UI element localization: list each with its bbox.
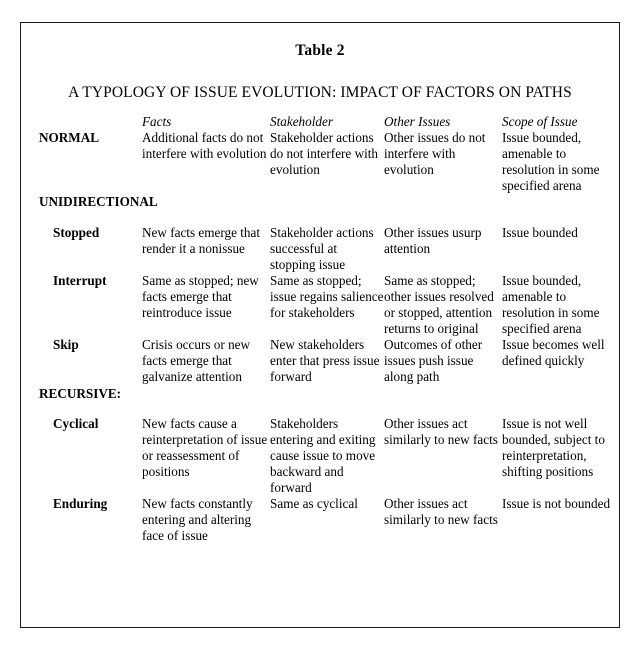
table-group-row [21,386,621,416]
cell-skip-facts: Crisis occurs or new facts emerge that galvanize attention [142,337,251,385]
table-title: A TYPOLOGY OF ISSUE EVOLUTION: IMPACT OF FACTORS ON PATHS [68,84,572,101]
cell-interrupt-facts: Same as stopped; new facts emerge that reintroduce issue [142,272,259,321]
column-header-facts: Facts [142,114,172,129]
cell-recursive-other-issues [384,386,502,416]
cell-cyclical-stakeholder: Stakeholders entering and exiting cause issue to move backward and forward [270,415,376,495]
cell-stopped-stakeholder: Stakeholder actions successful at stopping issue [270,224,374,272]
cell-recursive-scope [502,386,621,416]
cell-normal-stakeholder: Stakeholder actions do not interfere with evolution [270,130,379,178]
table-group-row [21,194,621,224]
cell-unidirectional-facts [142,194,270,224]
column-header-stakeholder: Stakeholder [270,114,333,129]
cell-stopped-other-issues: Other issues usurp attention [384,224,482,256]
cell-skip-scope: Issue becomes well defined quickly [502,337,605,369]
table-row [21,130,621,194]
cell-recursive-facts [142,386,270,416]
cell-cyclical-other-issues: Other issues act similarly to new facts [384,415,498,447]
table-frame [20,22,620,628]
cell-enduring-stakeholder: Same as cyclical [270,496,358,512]
row-label-stopped: Stopped [53,224,100,240]
row-label-enduring: Enduring [53,496,108,512]
table-row [21,225,621,273]
cell-normal-other-issues: Other issues do not interfere with evolution [384,130,486,178]
table-number-label: Table 2 [295,42,345,59]
header-row [21,114,621,130]
column-header-scope-of-issue: Scope of Issue [502,114,578,129]
table-row [21,337,621,385]
row-label-normal: NORMAL [39,130,100,146]
table-inner [21,42,619,646]
row-label-recursive: RECURSIVE: [39,385,122,401]
cell-interrupt-other-issues: Same as stopped; other issues resolved or stopped, attention returns to original [384,272,494,337]
table-row [21,273,621,337]
row-label-unidirectional: UNIDIRECTIONAL [39,194,158,210]
cell-skip-other-issues: Outcomes of other issues push issue along path [384,337,483,385]
cell-stopped-facts: New facts emerge that render it a nonissue [142,224,261,256]
cell-interrupt-scope: Issue bounded, amenable to resolution in some specified arena [502,272,600,337]
table-row [21,416,621,496]
cell-unidirectional-other-issues [384,194,502,224]
table-body [21,130,621,544]
typology-table [21,114,621,544]
table-row [21,496,621,544]
column-header-other-issues: Other Issues [384,114,451,129]
cell-stopped-scope: Issue bounded [502,224,578,240]
cell-normal-facts: Additional facts do not interfere with evolution [142,130,267,162]
cell-interrupt-stakeholder: Same as stopped; issue regains salience for stakeholders [270,272,384,321]
row-label-cyclical: Cyclical [53,415,99,431]
cell-cyclical-scope: Issue is not well bounded, subject to reinterpretation, shifting positions [502,415,605,479]
cell-unidirectional-stakeholder [270,194,384,224]
row-label-interrupt: Interrupt [53,272,107,288]
cell-skip-stakeholder: New stakeholders enter that press issue forward [270,337,380,385]
table-header [21,114,621,130]
cell-enduring-other-issues: Other issues act similarly to new facts [384,496,498,528]
row-label-skip: Skip [53,337,79,353]
cell-enduring-facts: New facts constantly entering and altering face of issue [142,496,253,544]
cell-unidirectional-scope [502,194,621,224]
cell-recursive-stakeholder [270,386,384,416]
column-header-label [21,114,142,130]
cell-cyclical-facts: New facts cause a reinterpretation of issue or reassessment of positions [142,415,268,479]
cell-enduring-scope: Issue is not bounded [502,496,611,512]
cell-normal-scope: Issue bounded, amenable to resolution in some specified arena [502,130,600,194]
